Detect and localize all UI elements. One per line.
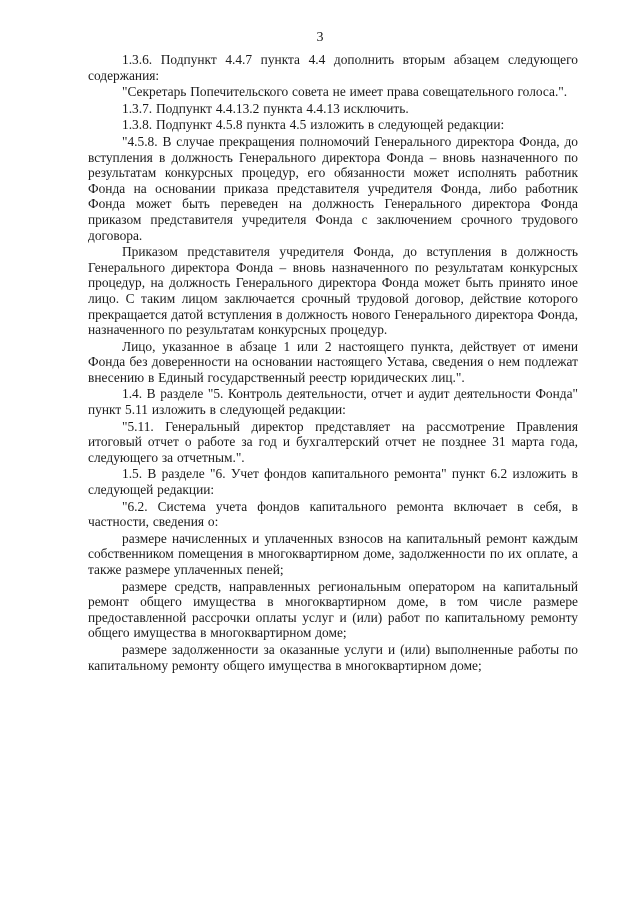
text-line: по капитальному ремонту общего имущества в многоквартирном доме; xyxy=(88,609,578,641)
text-line: размере задолженности за оказанные услуги и (или) выполненные xyxy=(122,641,514,657)
paragraph xyxy=(88,244,578,338)
text-line: голоса.". xyxy=(517,84,568,100)
text-line: Правления итоговый отчет о работе за год и бухгалтерский отчет xyxy=(88,418,578,450)
text-line: "4.5.8. В случае прекращения полномочий Генерального директора xyxy=(122,133,515,149)
paragraph xyxy=(88,531,578,578)
text-line: учредителя Фонда, либо работник Фонда может быть переведен xyxy=(88,180,578,212)
text-line: Лицо, указанное в абзаце 1 или 2 настоящего пункта, действует xyxy=(122,338,517,354)
paragraph xyxy=(88,84,578,100)
text-line: может исполнять работник Фонда на основании приказа представителя xyxy=(88,165,578,196)
paragraph xyxy=(88,117,578,133)
text-line: учредителя Фонда с заключением срочного трудового договора. xyxy=(88,211,578,243)
paragraph xyxy=(88,419,578,466)
text-line: работы по капитальному ремонту общего имущества в многоквартирном xyxy=(88,641,578,673)
text-line: назначенного по результатам конкурсных процедур, его обязанности xyxy=(88,149,578,181)
text-line: юридических лиц.". xyxy=(350,369,465,385)
text-line: изложить в следующей редакции: xyxy=(88,466,578,498)
text-line: на капитальный ремонт общего имущества в многоквартирном доме, в том xyxy=(88,578,578,610)
paragraph xyxy=(88,499,578,530)
paragraph xyxy=(88,386,578,417)
text-line: 1.3.7. Подпункт 4.4.13.2 пункта 4.4.13 исключить. xyxy=(122,100,409,116)
text-line: не позднее 31 марта года, следующего за отчетным.". xyxy=(88,434,578,465)
text-line: на должность Генерального директора Фонда приказом представителя xyxy=(88,196,578,227)
paragraph xyxy=(88,52,578,83)
paragraph xyxy=(88,339,578,386)
text-line: заключается срочный трудовой договор, действие которого прекращается xyxy=(88,290,578,322)
text-line: "5.11. Генеральный директор представляет на рассмотрение xyxy=(122,418,505,434)
text-line: в должность Генерального директора Фонда – вновь назначенного xyxy=(88,244,578,275)
text-line: 1.5. В разделе "6. Учет фондов капитального ремонта" пункт 6.2 xyxy=(122,466,508,482)
page-number: 3 xyxy=(316,30,324,45)
text-line: назначенного по результатам конкурсных процедур. xyxy=(88,322,388,338)
paragraph xyxy=(88,579,578,641)
text-line: каждым собственником помещения в многоквартирном доме, xyxy=(88,530,578,562)
text-line: "Секретарь Попечительского совета не имеет права совещательного xyxy=(122,84,514,100)
text-line: по результатам конкурсных процедур, на должность Генерального xyxy=(88,259,578,291)
text-line: доме; xyxy=(450,657,482,673)
paragraph xyxy=(88,134,578,243)
paragraph xyxy=(88,642,578,673)
text-line: числе размере предоставленной рассрочки оплаты услуг и (или) работ xyxy=(88,594,578,625)
text-line: Фонда, до вступления в должность Генерального директора Фонда – вновь xyxy=(88,133,578,165)
text-line: от имени Фонда без доверенности на основании настоящего Устава, xyxy=(88,338,578,370)
text-line: 1.3.8. Подпункт 4.5.8 пункта 4.5 изложить в следующей редакции: xyxy=(122,117,505,133)
document-body xyxy=(88,52,578,674)
text-line: размере начисленных и уплаченных взносов на капитальный ремонт xyxy=(122,530,528,546)
text-line: сведения о нем подлежат внесению в Единый государственный реестр xyxy=(88,354,579,385)
text-line: 1.4. В разделе "5. Контроль деятельности, отчет и аудит xyxy=(122,386,450,402)
text-line: Приказом представителя учредителя Фонда, до вступления xyxy=(122,244,492,260)
paragraph xyxy=(88,101,578,117)
text-line: датой вступления в должность нового Генерального директора Фонда, xyxy=(171,306,578,322)
text-line: "6.2. Система учета фондов капитального ремонта включает в себя, xyxy=(122,498,562,514)
text-line: задолженности по их оплате, а также размере уплаченных пеней; xyxy=(88,546,578,577)
text-line: размере средств, направленных региональным оператором xyxy=(122,578,475,594)
text-line: в частности, сведения о: xyxy=(88,498,578,530)
text-line: деятельности Фонда" пункт 5.11 изложить в следующей редакции: xyxy=(88,386,578,418)
text-line: директора Фонда может быть принято иное лицо. С таким лицом xyxy=(88,275,579,306)
paragraph xyxy=(88,466,578,497)
text-line: 1.3.6. Подпункт 4.4.7 пункта 4.4 дополнить вторым абзацем xyxy=(122,52,500,67)
text-line: следующего содержания: xyxy=(88,52,578,83)
